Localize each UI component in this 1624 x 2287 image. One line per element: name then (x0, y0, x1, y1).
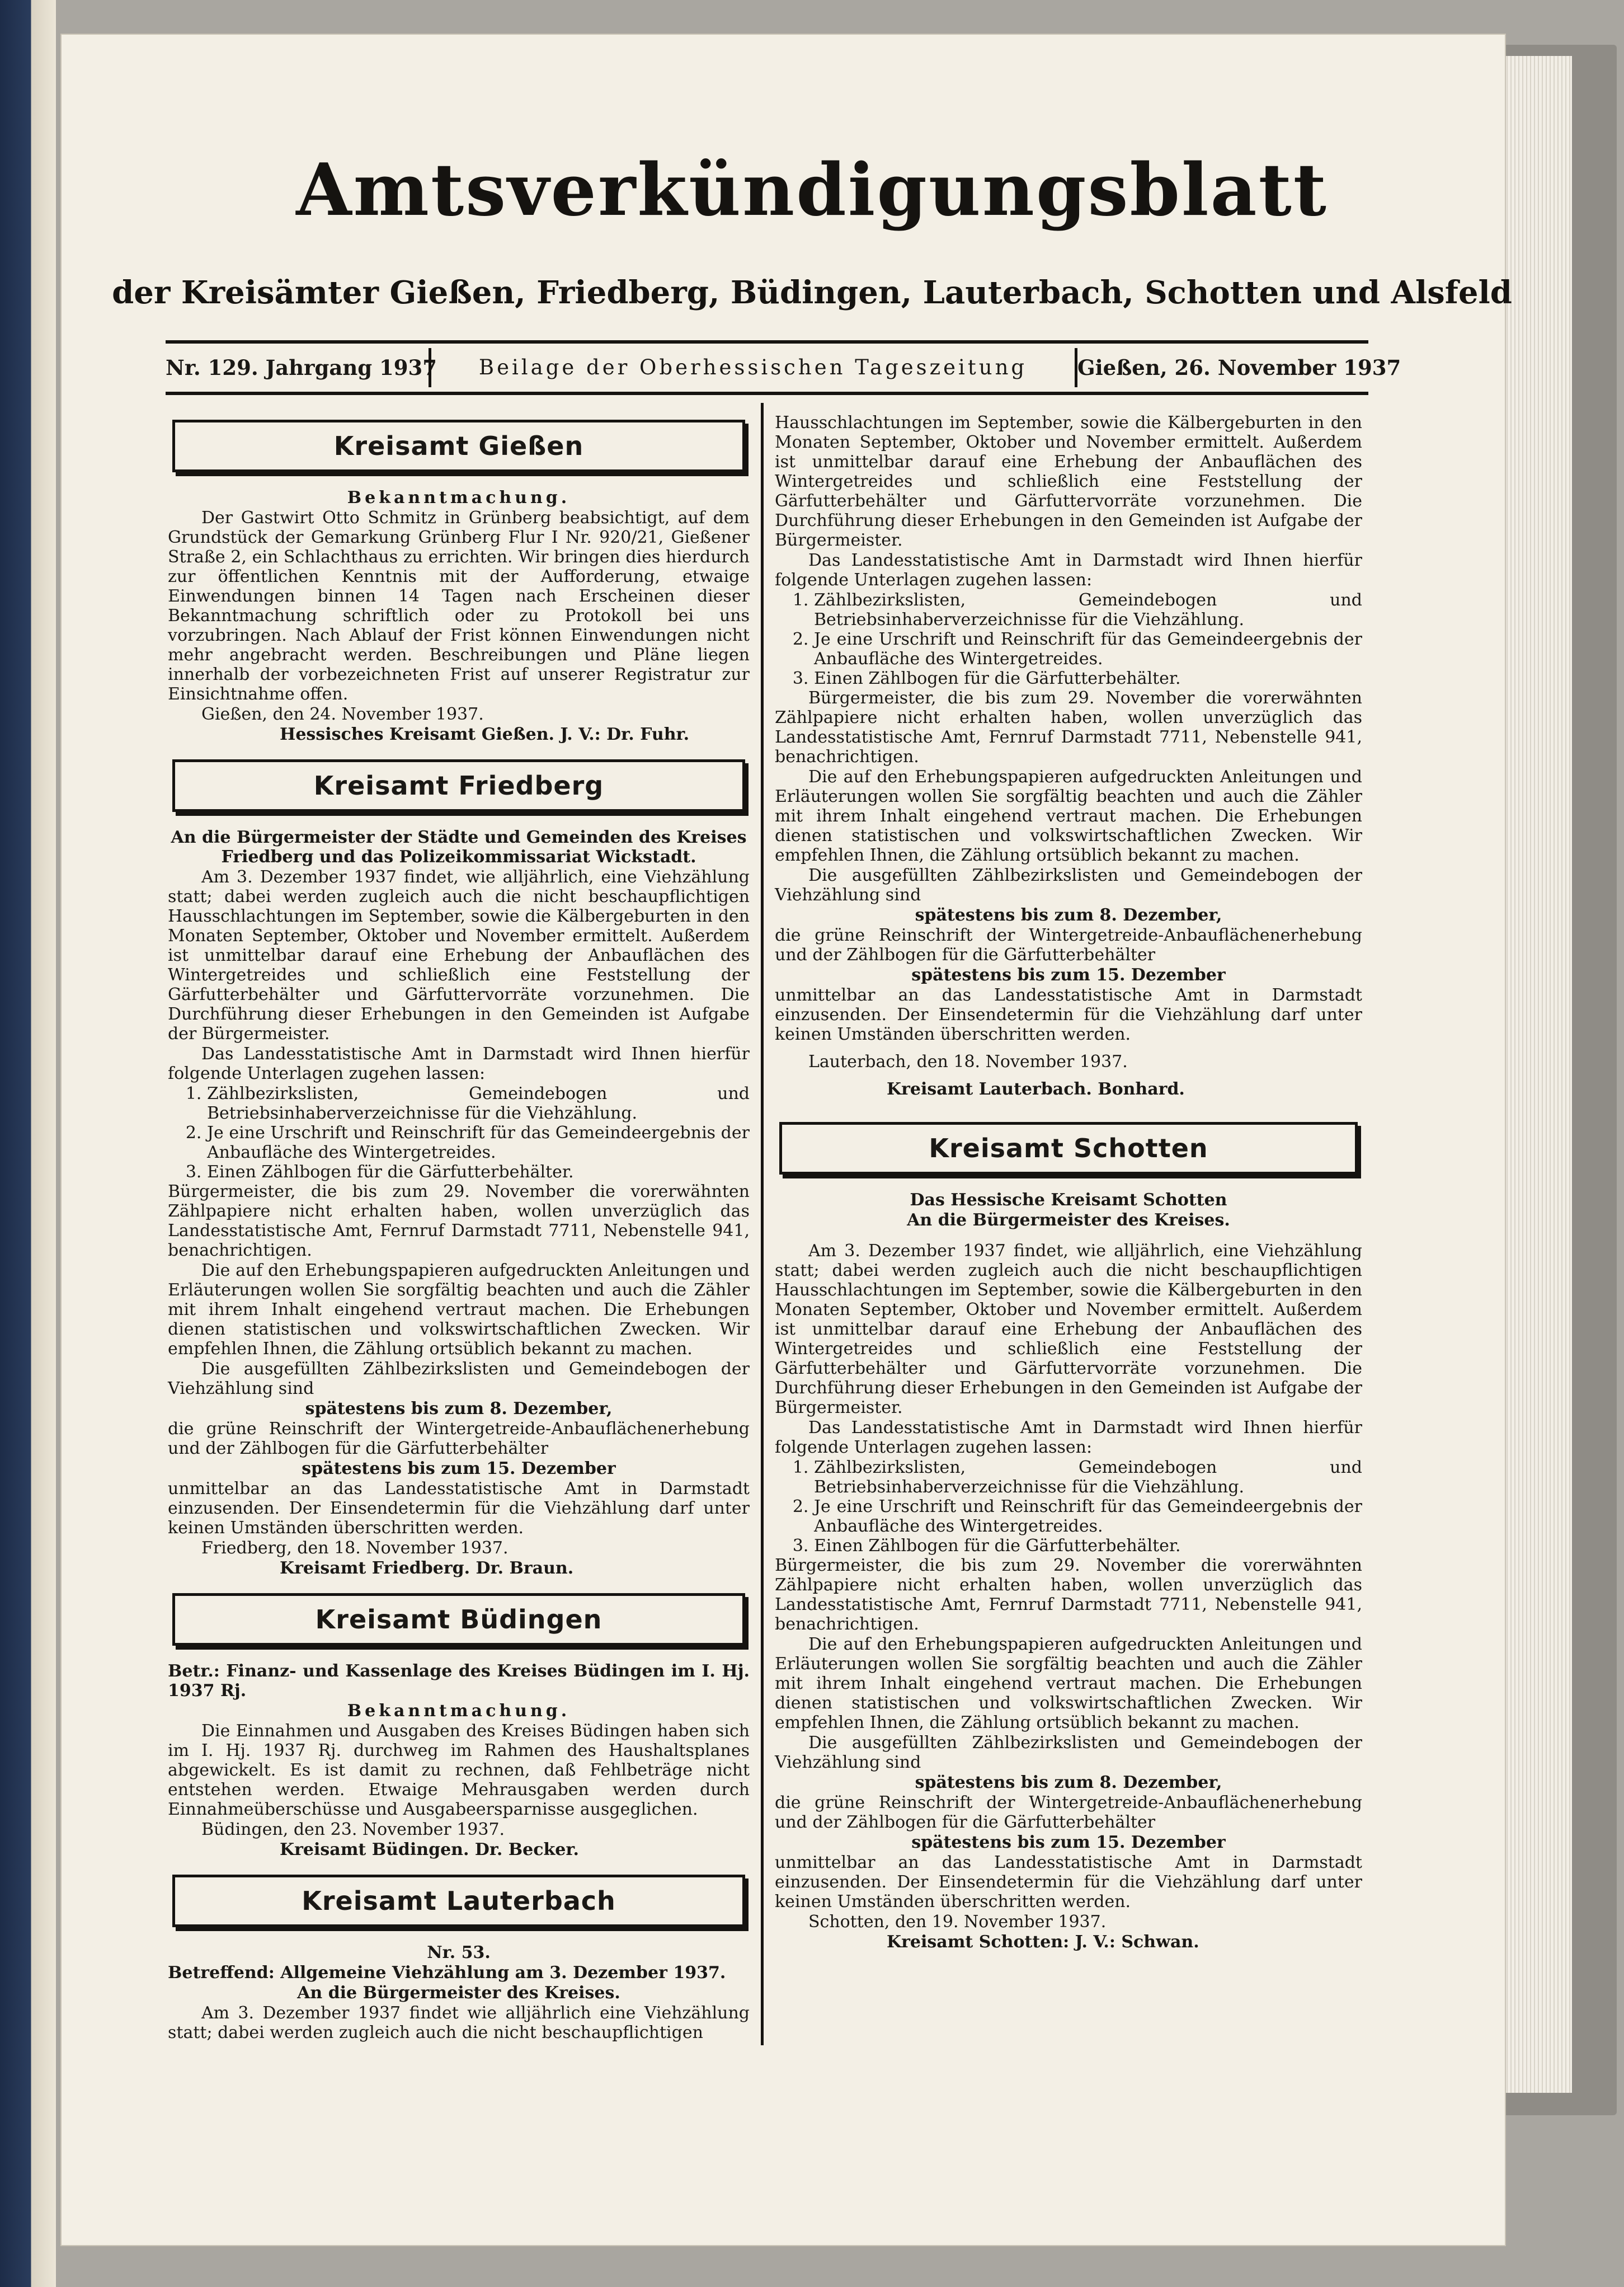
lauterbach-list (775, 590, 1362, 688)
friedberg-p2: Das Landesstatistische Amt in Darmstadt wird Ihnen hierfür folgende Unterlagen zugehen lassen: (168, 1044, 750, 1083)
schotten-date-line: Schotten, den 19. November 1937. (808, 1912, 1107, 1932)
giessen-notice-title: Bekanntmachung. (347, 488, 571, 508)
schotten-addressee: An die Bürgermeister des Kreises. (907, 1210, 1230, 1230)
schotten-p5: Die ausgefüllten Zählbezirkslisten und Gemeindebogen der Viehzählung sind (775, 1733, 1362, 1772)
giessen-body: Der Gastwirt Otto Schmitz in Grünberg beabsichtigt, auf dem Grundstück der Gemarkung Grünberg Flur I Nr. 920/21, Gießener Straße 2, ein Schlachthaus zu errichten. Wir bringen dies hierdurch zur öffentlichen Kenntnis mit der Aufforderung, etwaige Einwendungen binnen 14 Tagen nach Erscheinen dieser Bekanntmachung schriftlich oder zu Protokoll bei uns vorzubringen. Nach Ablauf der Frist können Einwendungen nicht mehr angebracht werden. Beschreibungen und Pläne liegen innerhalb der vorbezeichneten Frist auf unserer Registratur zur Einsichtnahme offen. (168, 508, 750, 704)
lauterbach-p6: die grüne Reinschrift der Wintergetreide-Anbauflächenerhebung und der Zählbogen für die Gärfutterbehälter (775, 926, 1362, 965)
schotten-p3: Bürgermeister, die bis zum 29. November die vorerwähnten Zählpapiere nicht erhalten haben, wollen unverzüglich das Landesstatistische Amt, Fernruf Darmstadt 7711, Nebenstelle 941, benachrichtigen. (775, 1556, 1362, 1634)
lauterbach-deadline-1: spätestens bis zum 8. Dezember, (915, 905, 1222, 925)
lauterbach-number: Nr. 53. (427, 1943, 491, 1962)
heading-kreisamt-giessen: Kreisamt Gießen (172, 420, 745, 472)
friedberg-list (168, 1084, 750, 1182)
heading-kreisamt-buedingen: Kreisamt Büdingen (172, 1593, 745, 1646)
list-item: 3. Einen Zählbogen für die Gärfutterbehälter. (814, 669, 1362, 688)
buedingen-date-line: Büdingen, den 23. November 1937. (201, 1820, 505, 1839)
list-item: 1. Zählbezirkslisten, Gemeindebogen und Betriebsinhaberverzeichnisse für die Viehzählung. (814, 1458, 1362, 1497)
schotten-p1: Am 3. Dezember 1937 findet, wie alljährlich, eine Viehzählung statt; dabei werden zugleich auch die nicht beschaupflichtigen Hausschlachtungen im September, sowie die Kälbergeburten in den Monaten September, Oktober und November ermittelt. Außerdem ist unmittelbar darauf eine Erhebung der Anbauflächen des Wintergetreides und schließlich eine Feststellung der Gärfutterbehälter und Gärfuttervorräte vorzunehmen. Die Durchführung dieser Erhebungen in den Gemeinden ist Aufgabe der Bürgermeister. (775, 1241, 1362, 1417)
lauterbach-p1-continued: Hausschlachtungen im September, sowie die Kälbergeburten in den Monaten September, Oktober und November ermittelt. Außerdem ist unmittelbar darauf eine Erhebung der Anbauflächen des Wintergetreides und schließlich eine Feststellung der Gärfutterbehälter und Gärfuttervorräte vorzunehmen. Die Durchführung dieser Erhebungen in den Gemeinden ist Aufgabe der Bürgermeister. (775, 413, 1362, 550)
buedingen-body: Die Einnahmen und Ausgaben des Kreises Büdingen haben sich im I. Hj. 1937 Rj. durchweg im Rahmen des Haushaltsplanes abgewickelt. Es ist damit zu rechnen, daß Fehlbeträge nicht entstehen werden. Etwaige Mehrausgaben werden durch Einnahmeüberschüsse und Ausgabeersparnisse ausgeglichen. (168, 1721, 750, 1819)
list-item: 1. Zählbezirkslisten, Gemeindebogen und Betriebsinhaberverzeichnisse für die Viehzählung. (814, 590, 1362, 630)
book-binding (0, 0, 56, 2287)
schotten-deadline-2: spätestens bis zum 15. Dezember (911, 1833, 1226, 1852)
heading-kreisamt-friedberg: Kreisamt Friedberg (172, 759, 745, 812)
schotten-p6: die grüne Reinschrift der Wintergetreide-Anbauflächenerhebung und der Zählbogen für die Gärfutterbehälter (775, 1793, 1362, 1832)
column-divider (761, 403, 764, 2045)
buedingen-notice-title: Bekanntmachung. (347, 1701, 571, 1721)
lauterbach-subject: Betreffend: Allgemeine Viehzählung am 3. Dezember 1937. (168, 1963, 726, 1983)
giessen-signature: Hessisches Kreisamt Gießen. J. V.: Dr. Fuhr. (280, 725, 690, 744)
right-column (775, 413, 1362, 1952)
masthead-title: Amtsverkündigungsblatt (296, 148, 1328, 232)
lauterbach-p7: unmittelbar an das Landesstatistische Amt in Darmstadt einzusenden. Der Einsendetermin für die Viehzählung darf unter keinen Umständen überschritten werden. (775, 985, 1362, 1044)
schotten-p4: Die auf den Erhebungspapieren aufgedruckten Anleitungen und Erläuterungen wollen Sie sorgfältig beachten und auch die Zähler mit ihrem Inhalt eingehend vertraut machen. Die Erhebungen dienen statistischen und volkswirtschaftlichen Zwecken. Wir empfehlen Ihnen, die Zählung ortsüblich bekannt zu machen. (775, 1635, 1362, 1732)
issue-number: Nr. 129. Jahrgang 1937 (166, 355, 437, 380)
friedberg-p3: Bürgermeister, die bis zum 29. November die vorerwähnten Zählpapiere nicht erhalten haben, wollen unverzüglich das Landesstatistische Amt, Fernruf Darmstadt 7711, Nebenstelle 941, benachrichtigen. (168, 1182, 750, 1260)
lauterbach-p2: Das Landesstatistische Amt in Darmstadt wird Ihnen hierfür folgende Unterlagen zugehen lassen: (775, 551, 1362, 590)
friedberg-p5: Die ausgefüllten Zählbezirkslisten und Gemeindebogen der Viehzählung sind (168, 1359, 750, 1398)
heading-kreisamt-lauterbach: Kreisamt Lauterbach (172, 1875, 745, 1927)
friedberg-signature: Kreisamt Friedberg. Dr. Braun. (280, 1558, 574, 1578)
place-date: Gießen, 26. November 1937 (1077, 355, 1401, 380)
list-item: 3. Einen Zählbogen für die Gärfutterbehälter. (207, 1162, 750, 1182)
schotten-p2: Das Landesstatistische Amt in Darmstadt wird Ihnen hierfür folgende Unterlagen zugehen lassen: (775, 1418, 1362, 1457)
lauterbach-deadline-2: spätestens bis zum 15. Dezember (911, 965, 1226, 985)
schotten-list (775, 1458, 1362, 1556)
buedingen-signature: Kreisamt Büdingen. Dr. Becker. (280, 1840, 579, 1859)
giessen-date-line: Gießen, den 24. November 1937. (201, 705, 484, 724)
issue-info-bar (166, 340, 1401, 395)
lauterbach-addressee: An die Bürgermeister des Kreises. (297, 1983, 620, 2003)
friedberg-deadline-1: spätestens bis zum 8. Dezember, (305, 1399, 613, 1419)
schotten-authority: Das Hessische Kreisamt Schotten (910, 1190, 1227, 1210)
lauterbach-date-line: Lauterbach, den 18. November 1937. (808, 1052, 1128, 1072)
list-item: 3. Einen Zählbogen für die Gärfutterbehälter. (814, 1536, 1362, 1556)
supplement-note: Beilage der Oberhessischen Tageszeitung (429, 348, 1077, 387)
friedberg-p7: unmittelbar an das Landesstatistische Amt in Darmstadt einzusenden. Der Einsendetermin für die Viehzählung darf unter keinen Umständen überschritten werden. (168, 1479, 750, 1538)
lauterbach-p3: Bürgermeister, die bis zum 29. November die vorerwähnten Zählpapiere nicht erhalten haben, wollen unverzüglich das Landesstatistische Amt, Fernruf Darmstadt 7711, Nebenstelle 941, benachrichtigen. (775, 688, 1362, 767)
list-item: 2. Je eine Urschrift und Reinschrift für das Gemeindeergebnis der Anbaufläche des Wintergetreides. (814, 1497, 1362, 1536)
friedberg-p1: Am 3. Dezember 1937 findet, wie alljährlich, eine Viehzählung statt; dabei werden zugleich auch die nicht beschaupflichtigen Hausschlachtungen im September, sowie die Kälbergeburten in den Monaten September, Oktober und November ermittelt. Außerdem ist unmittelbar darauf eine Erhebung der Anbauflächen des Wintergetreides und schließlich eine Feststellung der Gärfutterbehälter und Gärfuttervorräte vorzunehmen. Die Durchführung dieser Erhebungen in den Gemeinden ist Aufgabe der Bürgermeister. (168, 867, 750, 1044)
lauterbach-p5: Die ausgefüllten Zählbezirkslisten und Gemeindebogen der Viehzählung sind (775, 866, 1362, 905)
friedberg-date-line: Friedberg, den 18. November 1937. (201, 1538, 509, 1558)
schotten-deadline-1: spätestens bis zum 8. Dezember, (915, 1773, 1222, 1792)
buedingen-subject: Betr.: Finanz- und Kassenlage des Kreises Büdingen im I. Hj. 1937 Rj. (168, 1661, 750, 1701)
schotten-p7: unmittelbar an das Landesstatistische Amt in Darmstadt einzusenden. Der Einsendetermin für die Viehzählung darf unter keinen Umständen überschritten werden. (775, 1853, 1362, 1912)
lauterbach-p1-start: Am 3. Dezember 1937 findet wie alljährlich eine Viehzählung statt; dabei werden zugleich auch die nicht beschaupflichtigen (168, 2003, 750, 2042)
friedberg-addressee: An die Bürgermeister der Städte und Gemeinden des Kreises Friedberg und das Polizeikommissariat Wickstadt. (171, 828, 747, 867)
left-column (168, 420, 750, 2043)
lauterbach-signature: Kreisamt Lauterbach. Bonhard. (887, 1079, 1185, 1099)
list-item: 2. Je eine Urschrift und Reinschrift für das Gemeindeergebnis der Anbaufläche des Wintergetreides. (814, 630, 1362, 669)
lauterbach-p4: Die auf den Erhebungspapieren aufgedruckten Anleitungen und Erläuterungen wollen Sie sorgfältig beachten und auch die Zähler mit ihrem Inhalt eingehend vertraut machen. Die Erhebungen dienen statistischen und volkswirtschaftlichen Zwecken. Wir empfehlen Ihnen, die Zählung ortsüblich bekannt zu machen. (775, 767, 1362, 865)
masthead-subtitle: der Kreisämter Gießen, Friedberg, Büdingen, Lauterbach, Schotten und Alsfeld (112, 274, 1512, 311)
friedberg-p6: die grüne Reinschrift der Wintergetreide-Anbauflächenerhebung und der Zählbogen für die Gärfutterbehälter (168, 1419, 750, 1458)
friedberg-deadline-2: spätestens bis zum 15. Dezember (302, 1459, 616, 1478)
list-item: 2. Je eine Urschrift und Reinschrift für das Gemeindeergebnis der Anbaufläche des Wintergetreides. (207, 1123, 750, 1162)
heading-kreisamt-schotten: Kreisamt Schotten (779, 1122, 1358, 1175)
list-item: 1. Zählbezirkslisten, Gemeindebogen und Betriebsinhaberverzeichnisse für die Viehzählung. (207, 1084, 750, 1123)
friedberg-p4: Die auf den Erhebungspapieren aufgedruckten Anleitungen und Erläuterungen wollen Sie sorgfältig beachten und auch die Zähler mit ihrem Inhalt eingehend vertraut machen. Die Erhebungen dienen statistischen und volkswirtschaftlichen Zwecken. Wir empfehlen Ihnen, die Zählung ortsüblich bekannt zu machen. (168, 1261, 750, 1359)
schotten-signature: Kreisamt Schotten: J. V.: Schwan. (887, 1932, 1199, 1952)
